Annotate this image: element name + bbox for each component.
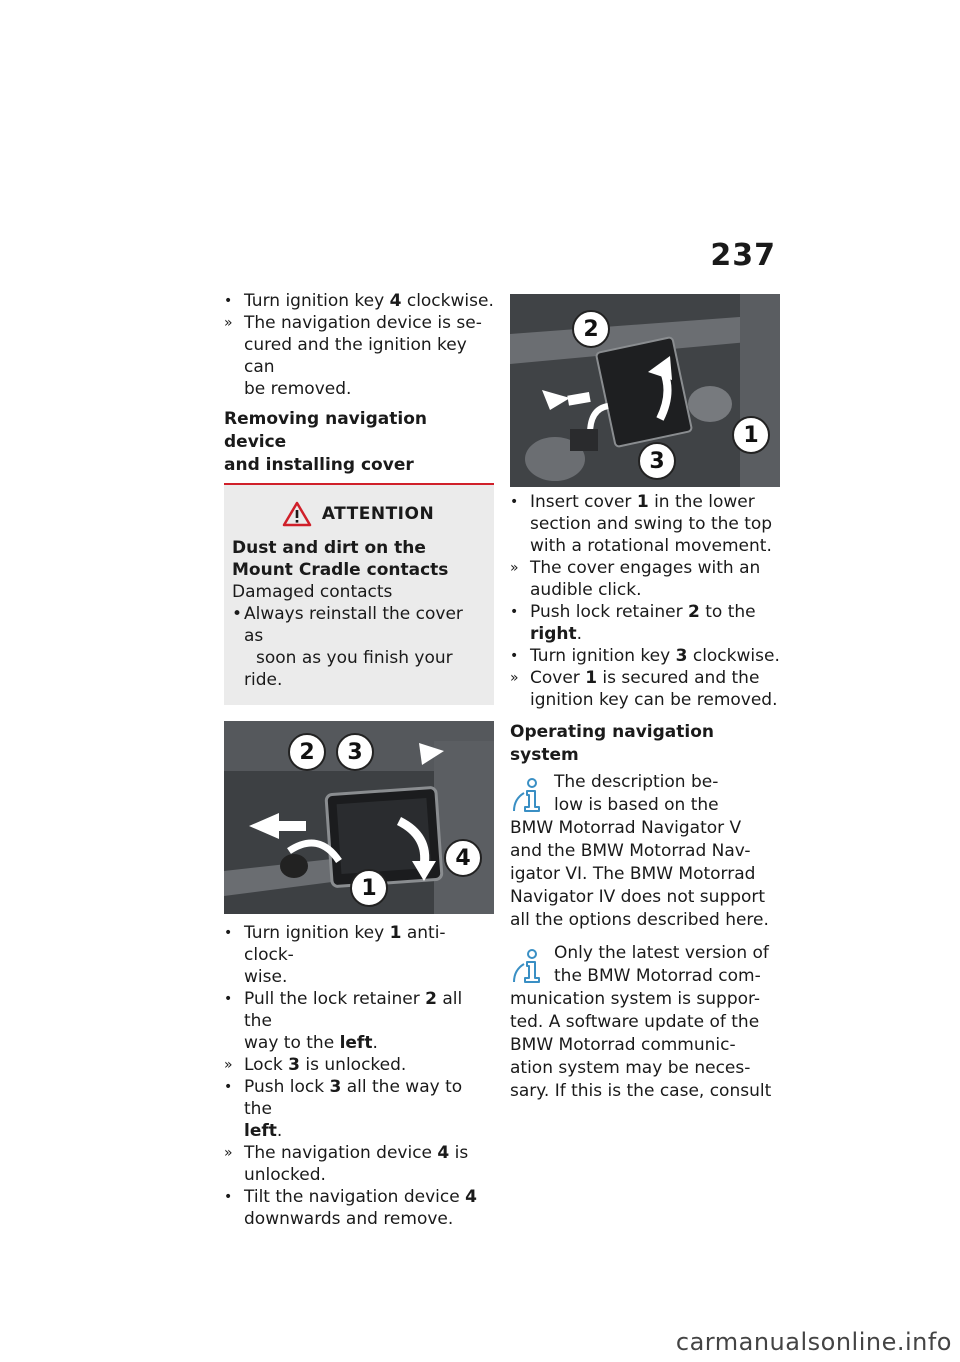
figure-insert-cover [510, 294, 780, 487]
step-line: with a rotational movement. [530, 536, 772, 556]
result-line: unlocked. [244, 1165, 326, 1185]
step-line: downwards and remove. [244, 1209, 454, 1229]
callout-3: 3 [336, 733, 374, 771]
right-column [510, 294, 780, 1103]
callout-1: 1 [350, 869, 388, 907]
info-icon [510, 942, 550, 986]
result-device-secured: » The navigation device is se- [224, 313, 482, 333]
figure-remove-navigator [224, 721, 494, 914]
step-push-lock: • Push lock 3 all the way to the [224, 1077, 463, 1119]
step-line: section and swing to the top [530, 514, 773, 534]
step-line: way to the left. [244, 1033, 378, 1053]
result-lock-unlocked: » Lock 3 is unlocked. [224, 1055, 407, 1075]
attention-box [224, 485, 494, 705]
step-turn-key-4: • Turn ignition key 4 clockwise. [224, 291, 494, 311]
callout-2: 2 [572, 310, 610, 348]
step-line: right. [530, 624, 583, 644]
info-note: The description be- low is based on the BMW Motorrad Navigator V and the BMW Motorrad Nav- igator VI. The BMW Motorrad Navigator IV does not support all the options described here. [510, 772, 769, 930]
info-icon [510, 771, 550, 815]
attention-title: Mount Cradle contacts [232, 560, 449, 580]
section-heading: Removing navigation device and installing cover [224, 409, 427, 475]
result-cover-secured: » Cover 1 is secured and the [510, 668, 760, 688]
result-device-unlocked: » The navigation device 4 is [224, 1143, 469, 1163]
result-cover-engages: » The cover engages with an [510, 558, 761, 578]
result-line: cured and the ignition key can [244, 335, 467, 377]
step-line: left. [244, 1121, 283, 1141]
result-line: be removed. [244, 379, 352, 399]
callout-1: 1 [732, 416, 770, 454]
step-push-lock-retainer: • Push lock retainer 2 to the [510, 602, 756, 622]
warning-triangle-icon [282, 501, 312, 527]
attention-title: Dust and dirt on the [232, 538, 426, 558]
info-note: Only the latest version of the BMW Motorrad com- munication system is suppor- ted. A software update of the BMW Motorrad communic- ation system may be neces- sary. If this is the case, consult [510, 943, 772, 1101]
attention-bullet: • Always reinstall the cover as [232, 604, 463, 646]
step-tilt-device: • Tilt the navigation device 4 [224, 1187, 477, 1207]
watermark: carmanualsonline.info [675, 1328, 952, 1356]
attention-bullet: soon as you finish your ride. [244, 648, 453, 690]
section-heading: Operating navigation system [510, 722, 715, 765]
page-number: 237 [710, 238, 776, 273]
callout-2: 2 [288, 733, 326, 771]
attention-header: ATTENTION [232, 501, 484, 527]
step-turn-key-1: • Turn ignition key 1 anti-clock- [224, 923, 446, 965]
step-insert-cover: • Insert cover 1 in the lower [510, 492, 755, 512]
result-line: audible click. [530, 580, 642, 600]
callout-3: 3 [638, 442, 676, 480]
attention-text: Damaged contacts [232, 582, 393, 602]
callout-4: 4 [444, 839, 482, 877]
step-turn-key-3: • Turn ignition key 3 clockwise. [510, 646, 780, 666]
step-line: wise. [244, 967, 288, 987]
result-line: ignition key can be removed. [530, 690, 778, 710]
left-column [224, 290, 494, 1230]
step-pull-lock-retainer: • Pull the lock retainer 2 all the [224, 989, 463, 1031]
